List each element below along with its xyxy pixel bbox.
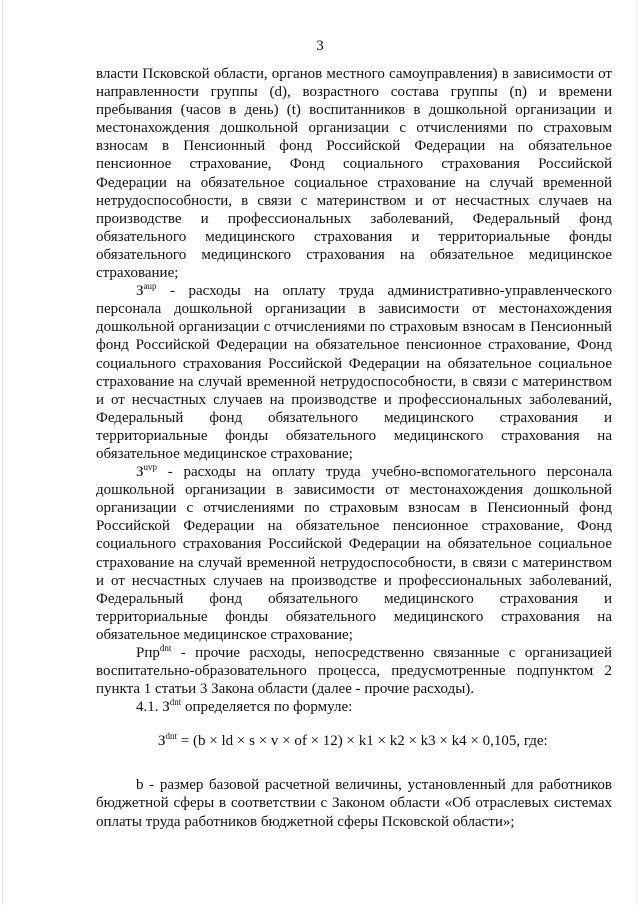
paragraph-text: власти Псковской области, органов местного самоуправления) в зависимости от направленности группы (d), возрастного состава группы (n) и времени пребывания (часов в день) (t) воспитанников в дошкольной организации и местонахождения дошкольной организации с отчислениями по страховым взносам в Пенсионный фонд Российской Федерации на обязательное пенсионное страхование, Фонд социального страхования Российской Федерации на обязательное социальное страхование на случай временной нетрудоспособности, в связи с материнством и от несчастных случаев на производстве и профессиональных заболеваний, Федеральный фонд обязательного медицинского страхования и территориальные фонды обязательного медицинского страхования на обязательное медицинское страхование; (96, 66, 612, 282)
symbol-superscript: dnt (169, 697, 182, 708)
formula-rhs: = (b × ld × s × v × of × 12) × k1 × k2 × k3 × k4 × 0,105, где: (177, 733, 548, 750)
paragraph-continuation (96, 65, 612, 282)
formula-superscript: dnt (165, 731, 178, 742)
symbol-z: З (136, 283, 144, 300)
paragraph-uvp-definition (96, 463, 612, 644)
formula-lhs: З (158, 733, 166, 750)
paragraph-b-definition (96, 776, 612, 830)
paragraph-rpr-definition (96, 644, 612, 698)
paragraph-aup-definition (96, 282, 612, 463)
paragraph-text: - прочие расходы, непосредственно связанные с организацией воспитательно-образовательного процесса, предусмотренные подпунктом 2 пункта 1 статьи 3 Закона области (далее - прочие расходы). (96, 645, 612, 698)
formula (96, 732, 612, 750)
page-number: 3 (316, 38, 324, 54)
symbol-z: З (136, 464, 144, 481)
symbol-superscript: uvp (143, 462, 158, 473)
section-prefix: 4.1. З (136, 699, 170, 716)
paragraph-text: - расходы на оплату труда административно-управленческого персонала дошкольной организации в зависимости от местонахождения дошкольной организации с отчислениями по страховым взносам в Пенсионный фонд Российской Федерации на обязательное пенсионное страхование, Фонд социального страхования Российской Федерации на обязательное социальное страхование на случай временной нетрудоспособности, в связи с материнством и от несчастных случаев на производстве и профессиональных заболеваний, Федеральный фонд обязательного медицинского страхования и территориальные фонды обязательного медицинского страхования на обязательное медицинское страхование; (96, 283, 612, 462)
symbol-superscript: aup (143, 281, 157, 292)
paragraph-text: определяется по формуле: (181, 699, 353, 716)
symbol-rpr: Рпр (136, 645, 160, 661)
paragraph-text: b - размер базовой расчетной величины, установленный для работников бюджетной сферы в соответствии с Законом области «Об отраслевых системах оплаты труда работников бюджетной сферы Псковской области»; (96, 777, 612, 830)
document-body (96, 65, 612, 831)
paragraph-section-4-1 (96, 698, 612, 716)
symbol-superscript: dnt (159, 643, 172, 653)
paragraph-text: - расходы на оплату труда учебно-вспомогательного персонала дошкольной организации в зависимости от местонахождения дошкольной организации с отчислениями по страховым взносам в Пенсионный фонд Российской Федерации на обязательное пенсионное страхование, Фонд социального страхования Российской Федерации на обязательное социальное страхование на случай временной нетрудоспособности, в связи с материнством и от несчастных случаев на производстве и профессиональных заболеваний, Федеральный фонд обязательного медицинского страхования и территориальные фонды обязательного медицинского страхования на обязательное медицинское страхование; (96, 464, 612, 643)
scan-edge-left (2, 0, 3, 905)
scan-edge-right (636, 0, 637, 905)
